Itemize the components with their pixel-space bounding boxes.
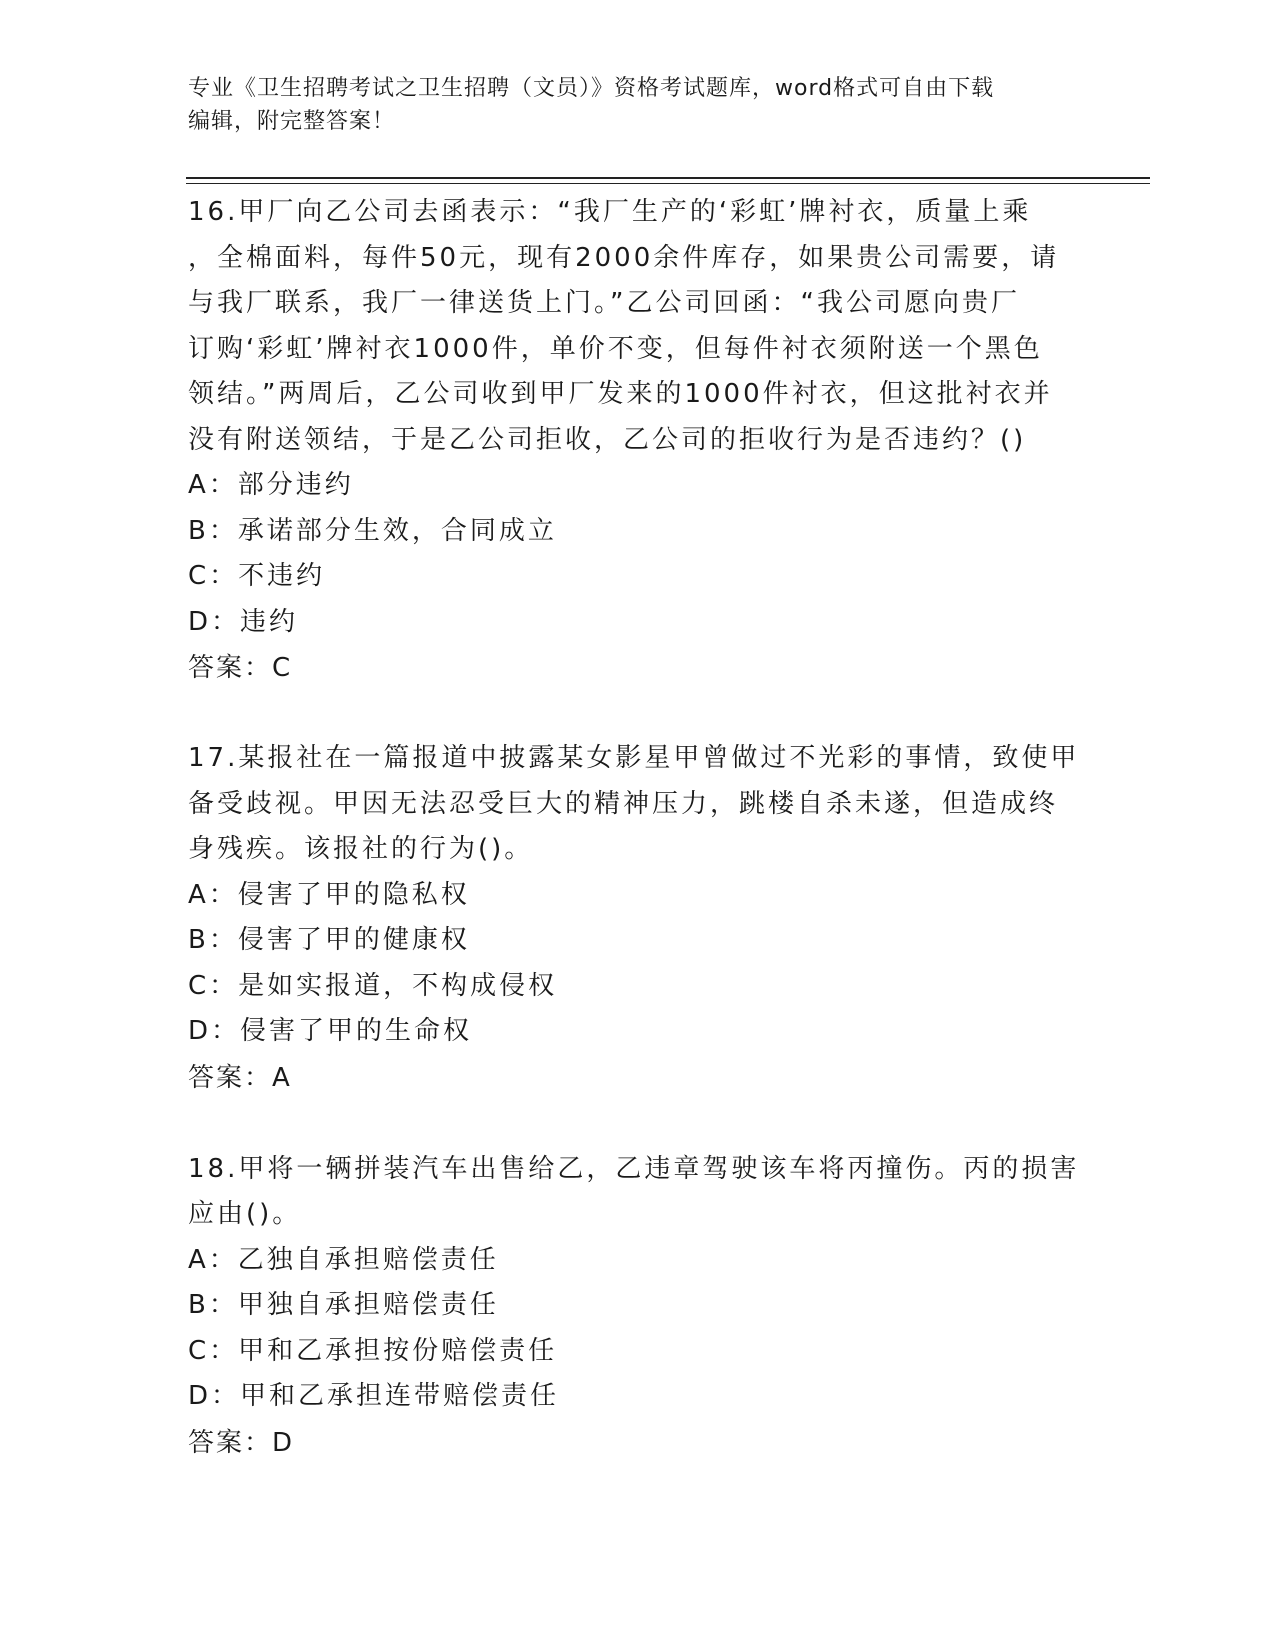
question-stem: [188, 736, 1088, 873]
question-17: [188, 736, 1088, 1101]
stem-line: 应由()。: [188, 1199, 302, 1229]
stem-line: 16.甲厂向乙公司去函表示：“我厂生产的‘彩虹’牌衬衣，质量上乘: [188, 197, 1032, 227]
question-stem: [188, 1147, 1088, 1238]
header-line-2: 编辑，附完整答案！: [188, 109, 396, 134]
option-a: A：部分违约: [188, 470, 354, 500]
answer-label: 答案：D: [188, 1427, 295, 1458]
stem-line: 18.甲将一辆拼装汽车出售给乙，乙违章驾驶该车将丙撞伤。丙的损害: [188, 1153, 1080, 1184]
option-c: C：是如实报道，不构成侵权: [188, 970, 558, 1001]
question-18: [188, 1147, 1088, 1466]
stem-line: 备受歧视。甲因无法忍受巨大的精神压力，跳楼自杀未遂，但造成终: [188, 788, 1059, 819]
option-b: B：甲独自承担赔偿责任: [188, 1290, 499, 1320]
document-header: [188, 72, 1088, 138]
question-spacer: [188, 1101, 1088, 1147]
option-d: D：侵害了甲的生命权: [188, 1016, 473, 1046]
stem-line: 身残疾。该报社的行为()。: [188, 834, 534, 864]
stem-line: 订购‘彩虹’牌衬衣1000件，单价不变，但每件衬衣须附送一个黑色: [188, 333, 1043, 364]
stem-line: 17.某报社在一篇报道中披露某女影星甲曾做过不光彩的事情，致使甲: [188, 743, 1080, 773]
stem-line: 没有附送领结，于是乙公司拒收，乙公司的拒收行为是否违约？(): [188, 424, 1027, 455]
option-d: D：违约: [188, 606, 299, 637]
answer-label: 答案：C: [188, 653, 293, 683]
answer-label: 答案：A: [188, 1062, 292, 1093]
header-line-1: 专业《卫生招聘考试之卫生招聘（文员）》资格考试题库，word格式可自由下载: [188, 76, 995, 101]
option-c: C：不违约: [188, 561, 326, 591]
option-a: A：乙独自承担赔偿责任: [188, 1244, 499, 1275]
header-divider-thin: [186, 183, 1150, 184]
question-spacer: [188, 691, 1088, 736]
option-b: B：承诺部分生效，合同成立: [188, 515, 557, 546]
stem-line: ，全棉面料，每件50元，现有2000余件库存，如果贵公司需要，请: [188, 242, 1060, 273]
header-divider-thick: [186, 177, 1150, 179]
stem-line: 与我厂联系，我厂一律送货上门。”乙公司回函：“我公司愿向贵厂: [188, 288, 1020, 318]
question-list: [188, 190, 1088, 1466]
option-c: C：甲和乙承担按份赔偿责任: [188, 1335, 558, 1366]
option-a: A：侵害了甲的隐私权: [188, 879, 470, 910]
question-16: [188, 190, 1088, 691]
stem-line: 领结。”两周后，乙公司收到甲厂发来的1000件衬衣，但这批衬衣并: [188, 379, 1053, 409]
option-b: B：侵害了甲的健康权: [188, 925, 470, 955]
option-d: D：甲和乙承担连带赔偿责任: [188, 1381, 560, 1411]
question-stem: [188, 190, 1088, 463]
